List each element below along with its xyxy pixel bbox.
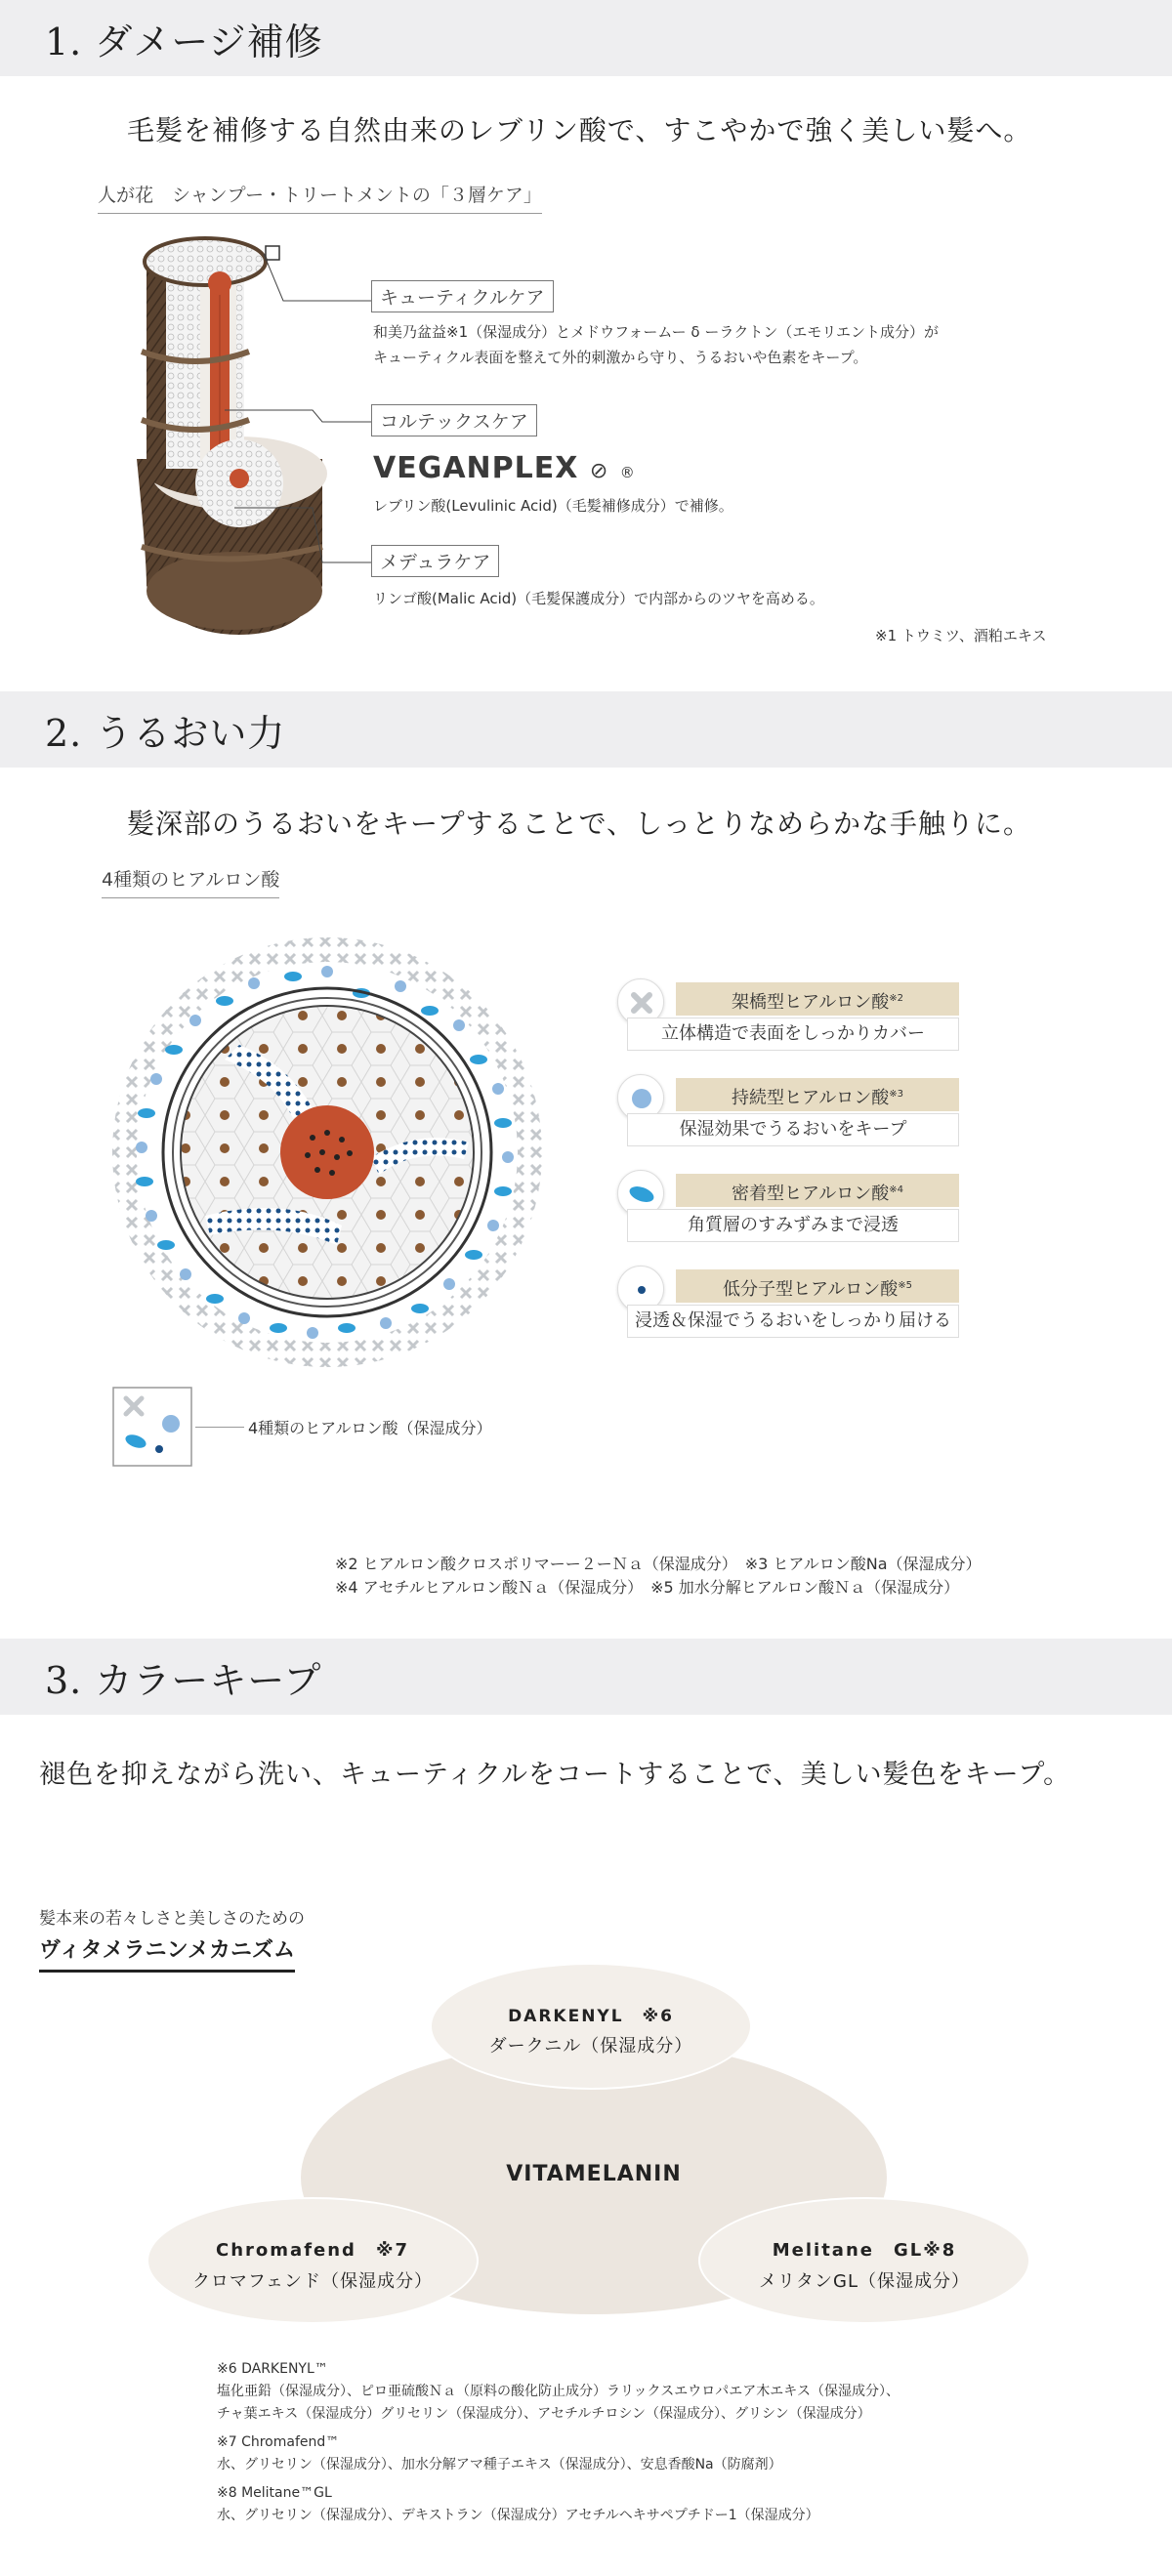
ha-legend-label: 4種類のヒアルロン酸（保湿成分） [248,1419,492,1437]
ha-name-adhesive: 密着型ヒアルロン酸$^{※4}$ [676,1174,959,1207]
chromafend-ja: クロマフェンド（保湿成分） [191,2271,434,2292]
cortex-care-label: コルテックスケア [371,404,537,436]
ha-item-low-molecular [617,1266,969,1342]
melitane-ja: メリタンGL（保湿成分） [759,2271,970,2292]
ha-name-sustained: 持続型ヒアルロン酸$^{※3}$ [676,1078,959,1111]
section2-lead: 髪深部のうるおいをキープすることで、しっとりなめらかな手触りに。 [127,808,1032,840]
registered-mark-icon: ® [619,464,636,481]
footnote-8-body-1: 水、グリセリン（保湿成分）、デキストラン（保湿成分）アセチルヘキサペプチドー1（保湿成分） [217,2508,819,2523]
section2-title: 2. うるおい力 [45,712,286,755]
footnote-6-head: ※6 DARKENYL™ [217,2361,328,2377]
footnote-6-body-2: チャ葉エキス（保湿成分）グリセリン（保湿成分）、アセチルチロシン（保湿成分）、グリシン（保湿成分） [217,2406,871,2422]
veganplex-logo [373,451,636,485]
hair-moisture-diagram [88,933,566,1372]
chromafend-ellipse [146,2197,479,2324]
ha-desc-crosslinked: 立体構造で表面をしっかりカバー [627,1018,959,1051]
footnote-7-body-1: 水、グリセリン（保湿成分）、加水分解アマ種子エキス（保湿成分）、安息香酸Na（防腐剤） [217,2457,782,2472]
section1-sublabel: 人が花 シャンプー・トリートメントの「３層ケア」 [98,181,542,214]
section3-lead: 褪色を抑えながら洗い、キューティクルをコートすることで、美しい髪色をキープ。 [39,1760,1071,1790]
ha-desc-sustained: 保湿効果でうるおいをキープ [627,1113,959,1146]
darkenyl-ellipse [430,1963,752,2090]
section2-note-2: ※4 アセチルヒアルロン酸Ｎａ（保湿成分） ※5 加水分解ヒアルロン酸Ｎａ（保湿成分） [335,1578,960,1597]
section1-band [0,0,1172,76]
leader-lines [215,254,381,576]
cuticle-care-label: キューティクルケア [371,280,554,312]
section3-band [0,1639,1172,1715]
ha-name-low-molecular: 低分子型ヒアルロン酸$^{※5}$ [676,1269,959,1303]
ha-desc-adhesive: 角質層のすみずみまで浸透 [627,1209,959,1242]
ha-legend-line [195,1427,244,1428]
chromafend-en: Chromafend ※7 [216,2240,409,2261]
cuticle-care-desc-2: キューティクル表面を整えて外的刺激から守り、うるおいや色素をキープ。 [373,349,868,366]
cuticle-care-desc-1: 和美乃盆益※1（保湿成分）とメドウフォームー δ ーラクトン（エモリエント成分）が [373,323,940,341]
darkenyl-en: DARKENYL ※6 [508,2007,674,2026]
melitane-ellipse [698,2197,1030,2324]
section1-lead: 毛髪を補修する自然由来のレブリン酸で、すこやかで強く美しい髪へ。 [127,114,1032,146]
footnote-6-body-1: 塩化亜鉛（保湿成分）、ピロ亜硫酸Ｎａ（原料の酸化防止成分）ラリックスエウロパエア木エキス（保湿成分）、 [217,2384,900,2399]
cortex-care-desc: レブリン酸(Levulinic Acid)（毛髪補修成分）で補修。 [373,497,733,515]
leaf-icon: ⊘ [589,459,609,483]
section2-sublabel: 4種類のヒアルロン酸 [102,865,279,898]
footnote-8-head: ※8 Melitane™GL [217,2485,332,2501]
vitamelanin-label: VITAMELANIN [506,2162,682,2186]
ha-item-adhesive [617,1170,969,1246]
section2-note-1: ※2 ヒアルロン酸クロスポリマーー２ーＮａ（保湿成分） ※3 ヒアルロン酸Na（保湿成分） [335,1555,982,1573]
ha-item-sustained [617,1074,969,1150]
ha-name-crosslinked: 架橋型ヒアルロン酸$^{※2}$ [676,982,959,1016]
ha-legend-icon [112,1387,192,1467]
ha-item-crosslinked [617,978,969,1055]
melitane-en: Melitane GL※8 [772,2240,957,2261]
ha-desc-low-molecular: 浸透＆保湿でうるおいをしっかり届ける [627,1305,959,1338]
medulla-care-desc: リンゴ酸(Malic Acid)（毛髪保護成分）で内部からのツヤを高める。 [373,590,824,607]
section3-sub-bold: ヴィタメラニンメカニズム [39,1933,295,1973]
darkenyl-ja: ダークニル（保湿成分） [488,2036,693,2057]
section3-title: 3. カラーキープ [45,1659,322,1702]
section3-sub-small: 髪本来の若々しさと美しさのための [39,1909,305,1929]
section1-note: ※1 トウミツ、酒粕エキス [875,627,1047,644]
footnote-7-head: ※7 Chromafend™ [217,2434,340,2450]
medulla-care-label: メデュラケア [371,545,499,577]
section2-band [0,691,1172,768]
veganplex-brand: VEGANPLEX [373,451,579,485]
section1-title: 1. ダメージ補修 [45,21,323,63]
